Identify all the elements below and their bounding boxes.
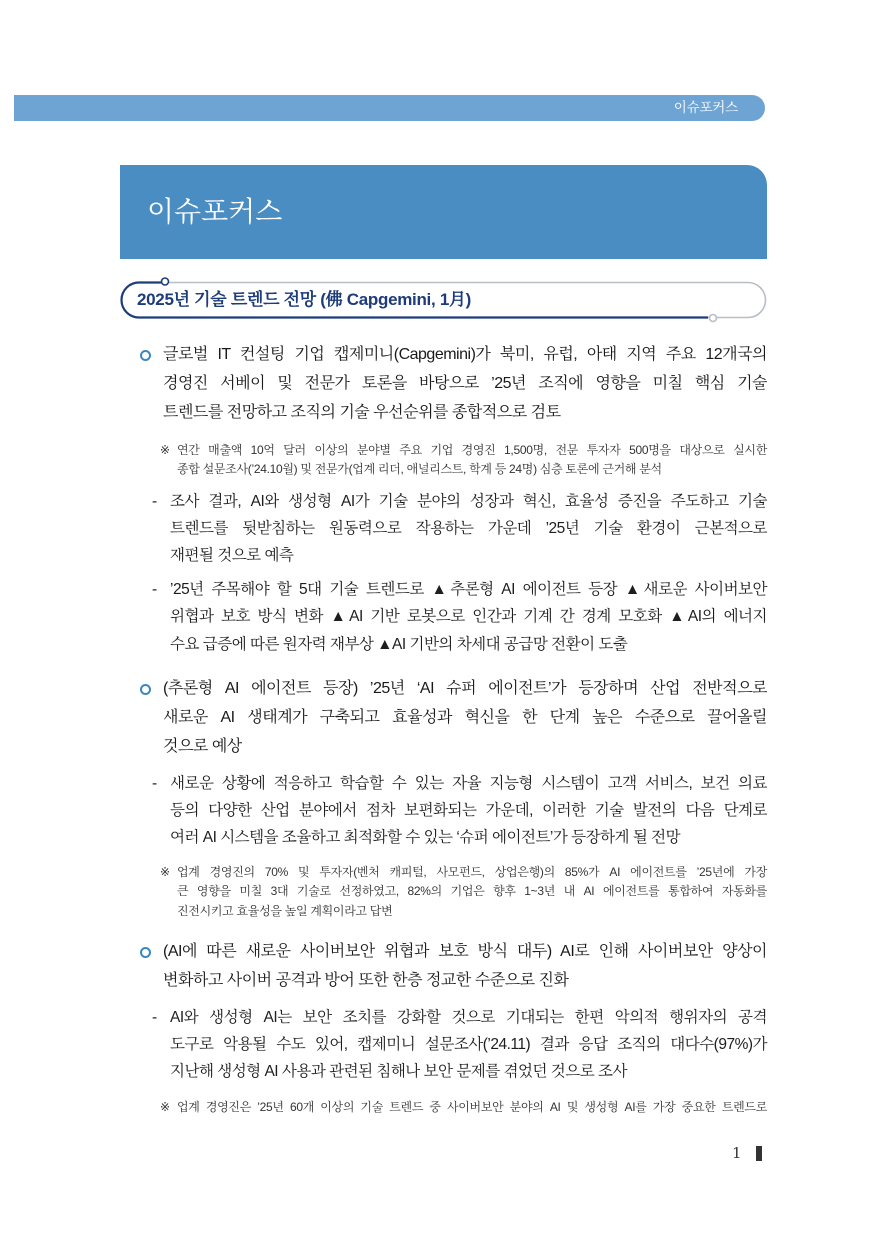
sub-paragraph-line: AI와 생성형 AI는 보안 조치를 강화할 것으로 기대되는 한편 악의적 행위자의 공격: [170, 1009, 767, 1026]
bullet-ring-icon: [140, 350, 151, 361]
sub-paragraph-line: 여러 AI 시스템을 조율하고 최적화할 수 있는 ‘슈퍼 에이전트’가 등장하게 될 전망: [170, 829, 681, 846]
note-line: 업계 경영진의 70% 및 투자자(벤처 캐피털, 사모펀드, 상업은행)의 85%가 AI 에이전트를 ’25년에 가장: [177, 865, 767, 879]
note-line: 큰 영향을 미칠 3대 기술로 선정하였고, 82%의 기업은 향후 1~3년 내 AI 에이전트를 통합하여 자동화를: [177, 884, 767, 898]
dash-marker: -: [152, 581, 158, 598]
sub-paragraph-line: 수요 급증에 따른 원자력 재부상 ▲AI 기반의 차세대 공급망 전환이 도출: [170, 636, 628, 653]
sub-paragraph-line: 새로운 상황에 적응하고 학습할 수 있는 자율 지능형 시스템이 고객 서비스, 보건 의료: [170, 775, 767, 792]
note-marker: ※: [160, 865, 171, 879]
paragraph-line: 변화하고 사이버 공격과 방어 또한 한층 정교한 수준으로 진화: [163, 972, 569, 989]
title-box: [120, 165, 767, 259]
sub-paragraph-line: 트렌드를 뒷받침하는 원동력으로 작용하는 가운데 ’25년 기술 환경이 근본적으로: [170, 520, 767, 537]
dash-marker: -: [152, 775, 158, 792]
running-header-bar: [14, 95, 765, 121]
sub-paragraph-line: 등의 다양한 산업 분야에서 점차 보편화되는 가운데, 이러한 기술 발전의 다음 단계로: [170, 802, 767, 819]
bullet-ring-icon: [140, 947, 151, 958]
bullet-ring-icon: [140, 684, 151, 695]
heading-dot-left-icon: [162, 278, 169, 285]
sub-paragraph-line: 조사 결과, AI와 생성형 AI가 기술 분야의 성장과 혁신, 효율성 증진을 주도하고 기술: [170, 493, 767, 510]
paragraph-line: 새로운 AI 생태계가 구축되고 효율성과 혁신을 한 단계 높은 수준으로 끌어올릴: [163, 709, 767, 726]
paragraph-line: (추론형 AI 에이전트 등장) ’25년 ‘AI 슈퍼 에이전트’가 등장하며 산업 전반적으로: [163, 680, 767, 697]
section-heading: 2025년 기술 트렌드 전망 (佛 Capgemini, 1月): [137, 290, 472, 309]
running-header-label: 이슈포커스: [673, 100, 738, 115]
paragraph-line: (AI에 따른 새로운 사이버보안 위협과 보호 방식 대두) AI로 인해 사이버보안 양상이: [163, 943, 767, 960]
sub-paragraph-line: 지난해 생성형 AI 사용과 관련된 침해나 보안 문제를 겪었던 것으로 조사: [170, 1063, 627, 1080]
dash-marker: -: [152, 1009, 158, 1026]
sub-paragraph-line: 도구로 악용될 수도 있어, 캡제미니 설문조사(’24.11) 결과 응답 조직의 대다수(97%)가: [170, 1036, 767, 1053]
note-line: 업계 경영진은 ’25년 60개 이상의 기술 트렌드 중 사이버보안 분야의 AI 및 생성형 AI를 가장 중요한 트렌드로: [177, 1100, 767, 1114]
sub-paragraph-line: ’25년 주목해야 할 5대 기술 트렌드로 ▲추론형 AI 에이전트 등장 ▲새로운 사이버보안: [170, 581, 767, 598]
sub-paragraph-line: 위협과 보호 방식 변화 ▲AI 기반 로봇으로 인간과 기계 간 경계 모호화 ▲AI의 에너지: [170, 608, 767, 625]
heading-dot-right-icon: [710, 315, 717, 322]
paragraph-line: 글로벌 IT 컨설팅 기업 캡제미니(Capgemini)가 북미, 유럽, 아태 지역 주요 12개국의: [163, 346, 767, 363]
paragraph-line: 것으로 예상: [163, 738, 242, 755]
dash-marker: -: [152, 493, 158, 510]
sub-paragraph-line: 재편될 것으로 예측: [170, 547, 294, 564]
page-marker-bar: [756, 1146, 762, 1161]
note-marker: ※: [160, 1100, 171, 1114]
paragraph-line: 트렌드를 전망하고 조직의 기술 우선순위를 종합적으로 검토: [163, 404, 561, 421]
paragraph-line: 경영진 서베이 및 전문가 토론을 바탕으로 ’25년 조직에 영향을 미칠 핵심 기술: [163, 375, 767, 392]
page-number: 1: [732, 1144, 742, 1162]
page-title: 이슈포커스: [147, 195, 283, 228]
note-line: 연간 매출액 10억 달러 이상의 분야별 주요 기업 경영진 1,500명, 전문 투자자 500명을 대상으로 실시한: [177, 443, 767, 457]
note-line: 종합 설문조사(’24.10월) 및 전문가(업계 리더, 애널리스트, 학계 등 24명) 심층 토론에 근거해 분석: [177, 462, 662, 476]
note-marker: ※: [160, 443, 171, 457]
note-line: 진전시키고 효율성을 높일 계획이라고 답변: [177, 904, 393, 918]
